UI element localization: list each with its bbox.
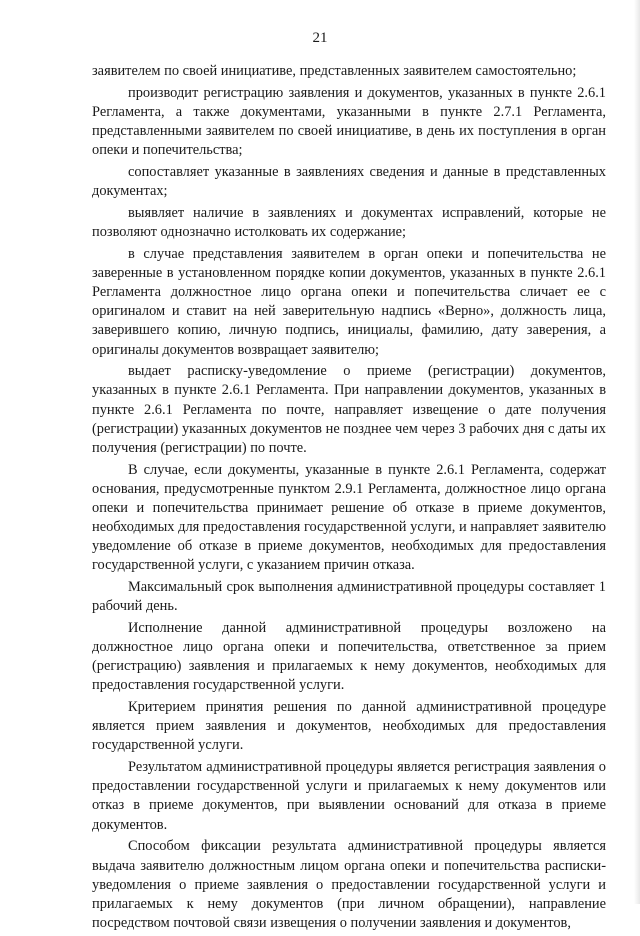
paragraph: Способом фиксации результата административной процедуры является выдача заявителю должностным лицом органа опеки и попечительства расписки-уведомления о приеме заявления о предоставлении государственной услуги и прилагаемых к нему документов (при личном обращении), направление посредством почтовой связи извещения о получении заявления и документов,: [92, 838, 606, 931]
paragraph: Исполнение данной административной процедуры возложено на должностное лицо органа опеки и попечительства, ответственное за прием (регистрацию) заявления и прилагаемых к нему документов, необходимых для предоставления государственной услуги.: [92, 620, 606, 694]
paragraph: сопоставляет указанные в заявлениях сведения и данные в представленных документах;: [92, 164, 606, 200]
paragraph: В случае, если документы, указанные в пункте 2.6.1 Регламента, содержат основания, предусмотренные пунктом 2.9.1 Регламента, должностное лицо органа опеки и попечительства принимает решение об отказе в приеме документов, необходимых для предоставления государственной услуги, и направляет заявителю уведомление об отказе в приеме документов, необходимых для предоставления государственной услуги, с указанием причин отказа.: [92, 461, 606, 574]
paragraph: производит регистрацию заявления и документов, указанных в пункте 2.6.1 Регламента, а также документами, указанными в пункте 2.7.1 Регламента, представленными заявителем по своей инициативе, в день их поступления в орган опеки и попечительства;: [92, 84, 606, 159]
page-edge-shadow: [634, 0, 640, 904]
paragraph: выявляет наличие в заявлениях и документах исправлений, которые не позволяют однозначно истолковать их содержание;: [92, 205, 606, 241]
paragraph: Критерием принятия решения по данной административной процедуре является прием заявления и документов, необходимых для предоставления государственной услуги.: [92, 699, 606, 754]
paragraph: Результатом административной процедуры является регистрация заявления о предоставлении государственной услуги и прилагаемых к нему документов или отказ в приеме документов, при выявлении оснований для отказа в приеме документов.: [92, 759, 606, 833]
paragraph: в случае представления заявителем в орган опеки и попечительства не заверенные в установленном порядке копии документов, указанных в пункте 2.6.1 Регламента должностное лицо органа опеки и попечительства сличает ее с оригиналом и ставит на ней заверительную надпись «Верно», должность лица, заверившего копию, личную подпись, инициалы, фамилию, дату заверения, а оригиналы документов возвращает заявителю;: [92, 246, 606, 358]
paragraph: выдает расписку-уведомление о приеме (регистрации) документов, указанных в пункте 2.6.1 Регламента. При направлении документов, указанных в пункте 2.6.1 Регламента по почте, направляет извещение о дате получения (регистрации) указанных документов не позднее чем через 3 рабочих дня с даты их получения (регистрации) по почте.: [92, 363, 606, 456]
page-number: 21: [312, 30, 328, 46]
document-body: [92, 62, 606, 936]
paragraph: Максимальный срок выполнения административной процедуры составляет 1 рабочий день.: [92, 579, 606, 615]
paragraph: заявителем по своей инициативе, представленных заявителем самостоятельно;: [92, 63, 577, 79]
